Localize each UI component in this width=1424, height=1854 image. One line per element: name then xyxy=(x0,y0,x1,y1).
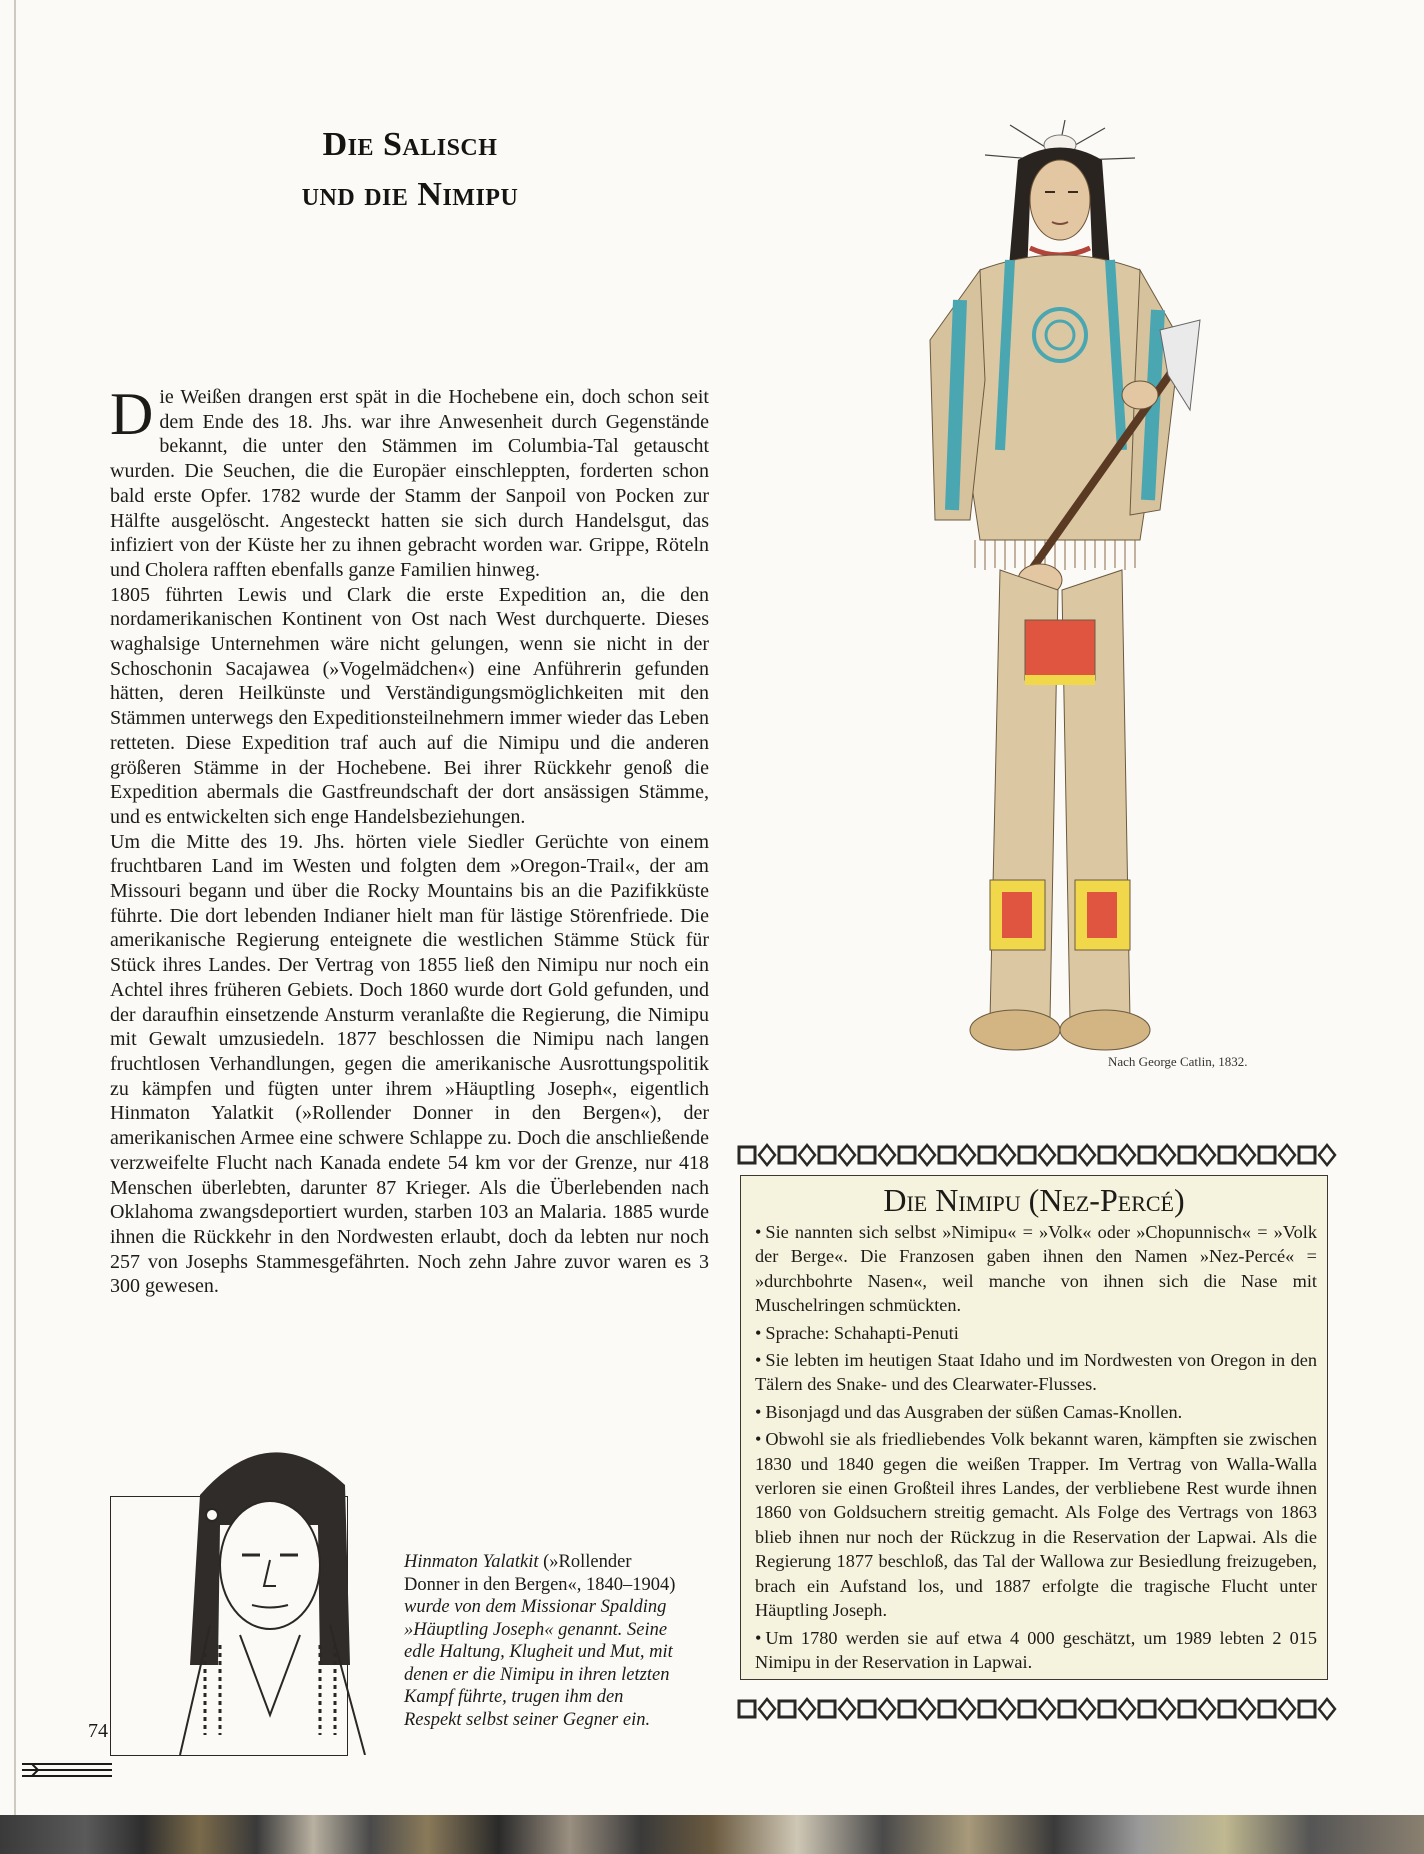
page-title xyxy=(240,120,580,220)
page-number-ornament xyxy=(22,1752,112,1782)
info-box-title: Die Nimipu (Nez-Percé) xyxy=(883,1182,1185,1218)
title-line-1: Die Salisch xyxy=(322,126,498,163)
pattern-diamond xyxy=(1159,1145,1175,1165)
pattern-diamond xyxy=(1199,1699,1215,1719)
nimipu-warrior-illustration xyxy=(890,120,1220,1090)
article-paragraph-1 xyxy=(110,381,709,583)
pattern-diamond xyxy=(959,1699,975,1719)
pattern-square xyxy=(939,1701,955,1717)
pattern-square xyxy=(939,1147,955,1163)
pattern-square xyxy=(1219,1147,1235,1163)
pattern-diamond xyxy=(1199,1145,1215,1165)
pattern-diamond xyxy=(1239,1145,1255,1165)
pattern-square xyxy=(779,1701,795,1717)
pattern-square xyxy=(1059,1701,1075,1717)
decorative-pattern-band-top xyxy=(737,1143,1337,1167)
info-item-names: • Sie nannten sich selbst »Nimipu« = »Volk« oder »Chopunnisch« = »Volk der Berge«. Die Franzosen gaben ihnen den Namen »Nez-Percé« = »durchbohrte Nasen«, weil manche von ihnen sich die Nase mit Muschelringen schmückten. xyxy=(755,1220,1317,1318)
pattern-square xyxy=(859,1147,875,1163)
pattern-square xyxy=(1299,1147,1315,1163)
pattern-diamond xyxy=(799,1145,815,1165)
info-item-history: • Obwohl sie als friedliebendes Volk bekannt waren, kämpften sie zwischen 1830 und 1840 gegen die weißen Trapper. Im Vertrag von Walla-Walla verloren sie einen Großteil ihres Landes, der verbliebene Rest wurde ihnen 1860 von Goldsuchern streitig gemacht. Als Folge des Vertrags von 1863 blieb ihnen nur noch der Rückzug in die Reservation der Lapwai. Als die Regierung 1877 beschloß, das Tal der Wallowa zur Besiedlung freizugeben, brach ein Aufstand los, und 1887 erfolgte die tragische Flucht unter Häuptling Joseph. xyxy=(755,1427,1317,1622)
info-item-language: • Sprache: Schahapti-Penuti xyxy=(755,1321,1317,1345)
page-edge-rule xyxy=(14,0,16,1815)
pattern-square xyxy=(1179,1701,1195,1717)
pattern-square xyxy=(859,1701,875,1717)
pattern-diamond xyxy=(1039,1145,1055,1165)
main-article xyxy=(110,381,709,1299)
pattern-diamond xyxy=(1039,1699,1055,1719)
article-paragraph-2: 1805 führten Lewis und Clark die erste Expedition an, die den nordamerikanischen Kontinent von Ost nach West durchquerte. Dieses waghalsige Unternehmen wäre nicht gelungen, wenn sie nicht in der Schoschonin Sacajawea (»Vogelmädchen«) eine Anführerin gefunden hätten, deren Heilkünste und Verständigungsmöglichkeiten mit den Stämmen unterwegs den Expeditionsteilnehmern immer wieder das Leben retteten. Diese Expedition traf auch auf die Nimipu und die anderen größeren Stämme in der Hochebene. Bei ihrer Rückkehr genoß die Expedition abermals die Gastfreundschaft der dort ansässigen Stämme, und es entwickelten sich enge Handelsbeziehungen. xyxy=(110,583,709,828)
pattern-square xyxy=(1219,1701,1235,1717)
pattern-square xyxy=(1179,1147,1195,1163)
portrait-caption xyxy=(404,1551,676,1731)
pattern-square xyxy=(1019,1701,1035,1717)
illustration-caption: Nach George Catlin, 1832. xyxy=(1108,1054,1248,1069)
pattern-diamond xyxy=(1319,1145,1335,1165)
info-box-list xyxy=(741,1220,1327,1674)
info-item-population: • Um 1780 werden sie auf etwa 4 000 geschätzt, um 1989 lebten 2 015 Nimipu in der Reservation in Lapwai. xyxy=(755,1626,1317,1675)
pattern-diamond xyxy=(839,1699,855,1719)
pattern-square xyxy=(1099,1147,1115,1163)
pattern-square xyxy=(979,1701,995,1717)
pattern-diamond xyxy=(1319,1699,1335,1719)
pattern-diamond xyxy=(1279,1699,1295,1719)
pattern-square xyxy=(1299,1701,1315,1717)
pattern-square xyxy=(819,1701,835,1717)
pattern-diamond xyxy=(1079,1145,1095,1165)
decorative-pattern-band-bottom xyxy=(737,1697,1337,1721)
pattern-diamond xyxy=(759,1699,775,1719)
pattern-diamond xyxy=(919,1699,935,1719)
pattern-diamond xyxy=(1119,1699,1135,1719)
page-number: 74 xyxy=(88,1720,108,1742)
pattern-square xyxy=(1059,1147,1075,1163)
pattern-diamond xyxy=(1239,1699,1255,1719)
portrait-caption-plain: (»Rollender Donner in den Bergen«, 1840–1904) xyxy=(404,1552,676,1595)
pattern-square xyxy=(1019,1147,1035,1163)
pattern-diamond xyxy=(999,1699,1015,1719)
pattern-diamond xyxy=(1079,1699,1095,1719)
pattern-square xyxy=(1099,1701,1115,1717)
pattern-square xyxy=(899,1147,915,1163)
pattern-square xyxy=(739,1147,755,1163)
pattern-square xyxy=(819,1147,835,1163)
pattern-square xyxy=(979,1147,995,1163)
pattern-diamond xyxy=(1159,1699,1175,1719)
pattern-square xyxy=(1259,1147,1275,1163)
pattern-diamond xyxy=(999,1145,1015,1165)
portrait-caption-italic: wurde von dem Missionar Spalding »Häuptling Joseph« genannt. Seine edle Haltung, Klugheit und Mut, mit denen er die Nimipu in ihren letzten Kampf führte, trugen ihm den Respekt selbst seiner Gegner ein. xyxy=(404,1597,673,1730)
pattern-diamond xyxy=(1119,1145,1135,1165)
pattern-square xyxy=(1139,1147,1155,1163)
pattern-diamond xyxy=(799,1699,815,1719)
paragraph-1-text: ie Weißen drangen erst spät in die Hochebene ein, doch schon seit dem Ende des 18. Jhs. war ihre Anwesenheit durch Gegenstände bekannt, die unter den Stämmen im Columbia-Tal getauscht wurden. Die Seuchen, die die Europäer einschleppten, forderten schon bald erste Opfer. 1782 wurde der Stamm der Sanpoil von Pocken zur Hälfte ausgelöscht. Angesteckt hatten sie sich durch Handelsgut, das infiziert von der Küste her zu ihnen gebracht worden war. Grippe, Röteln und Cholera rafften ebenfalls ganze Familien hinweg. xyxy=(110,386,709,581)
portrait-name: Hinmaton Yalatkit xyxy=(404,1552,539,1572)
photo-strip-bottom xyxy=(0,1815,1424,1854)
drop-cap: D xyxy=(110,381,154,447)
nimipu-info-box xyxy=(740,1175,1328,1680)
pattern-square xyxy=(779,1147,795,1163)
pattern-diamond xyxy=(879,1699,895,1719)
pattern-square xyxy=(1259,1701,1275,1717)
pattern-diamond xyxy=(919,1145,935,1165)
info-item-subsistence: • Bisonjagd und das Ausgraben der süßen Camas-Knollen. xyxy=(755,1400,1317,1424)
pattern-diamond xyxy=(959,1145,975,1165)
chief-joseph-portrait xyxy=(160,1415,390,1755)
info-item-territory: • Sie lebten im heutigen Staat Idaho und im Nordwesten von Oregon in den Tälern des Snake- und des Clearwater-Flusses. xyxy=(755,1348,1317,1397)
title-line-2: und die Nimipu xyxy=(301,176,519,213)
pattern-diamond xyxy=(839,1145,855,1165)
pattern-square xyxy=(1139,1701,1155,1717)
pattern-diamond xyxy=(759,1145,775,1165)
article-paragraph-3: Um die Mitte des 19. Jhs. hörten viele Siedler Gerüchte von einem fruchtbaren Land im Westen und folgten dem »Oregon-Trail«, der am Missouri begann und über die Rocky Mountains bis an die Pazifikküste führte. Die dort lebenden Indianer hielt man für lästige Störenfriede. Die amerikanische Regierung enteignete die westlichen Stämme Stück für Stück ihres Landes. Der Vertrag von 1855 ließ den Nimipu nur noch ein Achtel ihres früheren Gebiets. Doch 1860 wurde dort Gold gefunden, und der daraufhin einsetzende Ansturm veranlaßte die Regierung, die Nimipu mit Gewalt umzusiedeln. 1877 beschlossen die Nimipu nach langen fruchtlosen Verhandlungen, gegen die amerikanische Ausrottungspolitik zu kämpfen und fügten unter ihrem »Häuptling Joseph«, eigentlich Hinmaton Yalatkit (»Rollender Donner in den Bergen«), der amerikanischen Armee eine schwere Schlappe zu. Doch die anschließende verzweifelte Flucht nach Kanada endete 54 km vor der Grenze, nur 418 Menschen überlebten, darunter 87 Krieger. Als die Überlebenden nach Oklahoma zwangsdeportiert wurden, starben 103 an Malaria. 1885 wurde ihnen die Rückkehr in den Nordwesten erlaubt, doch da lebten nur noch 257 von Josephs Stammesgefährten. Noch zehn Jahre zuvor waren es 3 300 gewesen. xyxy=(110,830,709,1298)
pattern-square xyxy=(899,1701,915,1717)
pattern-diamond xyxy=(1279,1145,1295,1165)
pattern-diamond xyxy=(879,1145,895,1165)
pattern-square xyxy=(739,1701,755,1717)
